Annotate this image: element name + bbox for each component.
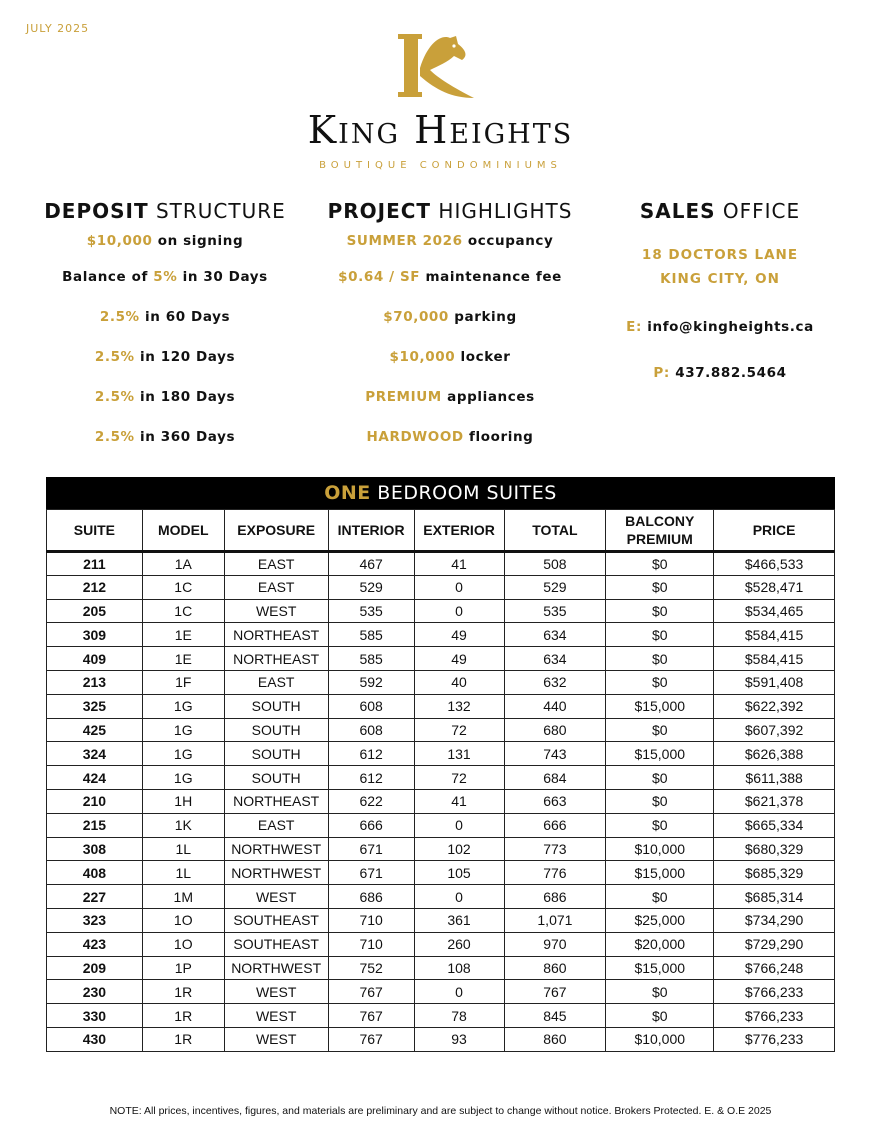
table-row xyxy=(47,766,835,790)
table-row xyxy=(47,623,835,647)
highlight-item: HARDWOOD flooring xyxy=(366,429,534,445)
table-cell: $0 xyxy=(606,813,714,837)
table-cell: 72 xyxy=(414,718,504,742)
table-cell: 40 xyxy=(414,670,504,694)
table-cell: 608 xyxy=(328,694,414,718)
table-row xyxy=(47,742,835,766)
table-cell: $0 xyxy=(606,718,714,742)
table-cell: 776 xyxy=(504,861,606,885)
table-cell: WEST xyxy=(224,885,328,909)
table-cell: 1A xyxy=(142,552,224,576)
table-cell: $734,290 xyxy=(714,908,835,932)
table-cell: 767 xyxy=(504,980,606,1004)
table-cell: NORTHWEST xyxy=(224,956,328,980)
table-cell: $729,290 xyxy=(714,932,835,956)
table-cell: SOUTH xyxy=(224,694,328,718)
table-row xyxy=(47,599,835,623)
deposit-item: Balance of 5% in 30 Days xyxy=(62,269,268,285)
table-cell: $0 xyxy=(606,623,714,647)
table-row xyxy=(47,670,835,694)
table-cell: 767 xyxy=(328,1004,414,1028)
table-cell: 1G xyxy=(142,694,224,718)
suites-table xyxy=(46,509,835,1052)
email-address[interactable]: info@kingheights.ca xyxy=(647,319,814,335)
table-cell: 1C xyxy=(142,575,224,599)
table-cell: 325 xyxy=(47,694,143,718)
table-cell: SOUTH xyxy=(224,766,328,790)
table-cell: $15,000 xyxy=(606,742,714,766)
table-cell: $766,248 xyxy=(714,956,835,980)
deposit-title: DEPOSIT STRUCTURE xyxy=(44,199,286,223)
table-header-row xyxy=(47,510,835,552)
table-row xyxy=(47,1027,835,1051)
table-cell: $685,314 xyxy=(714,885,835,909)
table-cell: 0 xyxy=(414,575,504,599)
table-cell: $607,392 xyxy=(714,718,835,742)
column-header: EXTERIOR xyxy=(414,510,504,552)
table-cell: 212 xyxy=(47,575,143,599)
table-cell: 680 xyxy=(504,718,606,742)
table-cell: $0 xyxy=(606,552,714,576)
table-cell: 752 xyxy=(328,956,414,980)
table-cell: 423 xyxy=(47,932,143,956)
table-cell: 230 xyxy=(47,980,143,1004)
table-cell: $665,334 xyxy=(714,813,835,837)
table-cell: 1G xyxy=(142,766,224,790)
table-cell: 0 xyxy=(414,813,504,837)
table-row xyxy=(47,956,835,980)
highlights-title: PROJECT HIGHLIGHTS xyxy=(327,199,573,223)
table-cell: $584,415 xyxy=(714,647,835,671)
column-header: EXPOSURE xyxy=(224,510,328,552)
table-cell: NORTHWEST xyxy=(224,861,328,885)
table-cell: WEST xyxy=(224,1004,328,1028)
table-cell: 634 xyxy=(504,623,606,647)
table-cell: $0 xyxy=(606,1004,714,1028)
table-cell: $0 xyxy=(606,599,714,623)
table-cell: 1K xyxy=(142,813,224,837)
table-cell: 1L xyxy=(142,837,224,861)
table-cell: 710 xyxy=(328,908,414,932)
table-cell: 508 xyxy=(504,552,606,576)
table-cell: $0 xyxy=(606,980,714,1004)
table-cell: 408 xyxy=(47,861,143,885)
table-cell: 260 xyxy=(414,932,504,956)
table-cell: $626,388 xyxy=(714,742,835,766)
table-row xyxy=(47,694,835,718)
table-cell: $25,000 xyxy=(606,908,714,932)
table-cell: EAST xyxy=(224,575,328,599)
table-cell: 1G xyxy=(142,742,224,766)
table-cell: 585 xyxy=(328,647,414,671)
table-cell: $15,000 xyxy=(606,861,714,885)
table-cell: 324 xyxy=(47,742,143,766)
table-cell: 1E xyxy=(142,647,224,671)
table-cell: 632 xyxy=(504,670,606,694)
table-cell: 1L xyxy=(142,861,224,885)
table-cell: 1R xyxy=(142,1004,224,1028)
table-cell: 970 xyxy=(504,932,606,956)
table-cell: 1O xyxy=(142,908,224,932)
table-cell: $685,329 xyxy=(714,861,835,885)
table-cell: WEST xyxy=(224,599,328,623)
table-cell: $591,408 xyxy=(714,670,835,694)
table-cell: 684 xyxy=(504,766,606,790)
table-cell: 1H xyxy=(142,789,224,813)
table-row xyxy=(47,885,835,909)
table-cell: 663 xyxy=(504,789,606,813)
table-cell: 860 xyxy=(504,956,606,980)
table-cell: 710 xyxy=(328,932,414,956)
table-cell: 211 xyxy=(47,552,143,576)
table-cell: $15,000 xyxy=(606,956,714,980)
table-cell: 529 xyxy=(328,575,414,599)
table-cell: 213 xyxy=(47,670,143,694)
table-cell: $20,000 xyxy=(606,932,714,956)
table-cell: NORTHWEST xyxy=(224,837,328,861)
table-cell: $0 xyxy=(606,575,714,599)
table-cell: 215 xyxy=(47,813,143,837)
highlight-item: $0.64 / SF maintenance fee xyxy=(338,269,562,285)
highlight-item: $70,000 parking xyxy=(383,309,517,325)
project-highlights-section xyxy=(322,199,578,469)
table-cell: 409 xyxy=(47,647,143,671)
table-cell: 205 xyxy=(47,599,143,623)
table-cell: $611,388 xyxy=(714,766,835,790)
disclaimer-note: NOTE: All prices, incentives, figures, and materials are preliminary and are subject to change without notice. Brokers Protected. E. & O.E 2025 xyxy=(109,1105,772,1117)
brand-name: King Heights xyxy=(307,108,574,152)
table-cell: $466,533 xyxy=(714,552,835,576)
table-cell: 1R xyxy=(142,1027,224,1051)
table-cell: 535 xyxy=(328,599,414,623)
table-cell: 1E xyxy=(142,623,224,647)
table-cell: $0 xyxy=(606,789,714,813)
table-cell: 132 xyxy=(414,694,504,718)
table-cell: $0 xyxy=(606,885,714,909)
table-cell: 105 xyxy=(414,861,504,885)
column-header: PRICE xyxy=(714,510,835,552)
table-cell: 535 xyxy=(504,599,606,623)
table-cell: 666 xyxy=(328,813,414,837)
table-cell: $766,233 xyxy=(714,980,835,1004)
highlight-item: $10,000 locker xyxy=(389,349,511,365)
deposit-item: 2.5% in 360 Days xyxy=(94,429,236,445)
table-row xyxy=(47,837,835,861)
table-cell: 1O xyxy=(142,932,224,956)
table-cell: 323 xyxy=(47,908,143,932)
table-cell: 209 xyxy=(47,956,143,980)
column-header: BALCONY PREMIUM xyxy=(606,510,714,552)
sales-office-section xyxy=(610,199,830,381)
table-row xyxy=(47,647,835,671)
table-cell: $766,233 xyxy=(714,1004,835,1028)
table-cell: 108 xyxy=(414,956,504,980)
table-cell: $10,000 xyxy=(606,1027,714,1051)
table-cell: 743 xyxy=(504,742,606,766)
table-cell: 608 xyxy=(328,718,414,742)
table-cell: 686 xyxy=(328,885,414,909)
table-cell: 1C xyxy=(142,599,224,623)
table-cell: 686 xyxy=(504,885,606,909)
table-cell: 860 xyxy=(504,1027,606,1051)
column-header: MODEL xyxy=(142,510,224,552)
table-cell: $0 xyxy=(606,670,714,694)
table-cell: 41 xyxy=(414,552,504,576)
table-cell: $10,000 xyxy=(606,837,714,861)
table-cell: 210 xyxy=(47,789,143,813)
table-cell: NORTHEAST xyxy=(224,647,328,671)
table-cell: NORTHEAST xyxy=(224,789,328,813)
table-cell: $0 xyxy=(606,647,714,671)
table-row xyxy=(47,861,835,885)
table-cell: 767 xyxy=(328,1027,414,1051)
table-cell: EAST xyxy=(224,670,328,694)
table-cell: SOUTH xyxy=(224,718,328,742)
table-cell: $528,471 xyxy=(714,575,835,599)
table-row xyxy=(47,718,835,742)
table-cell: $534,465 xyxy=(714,599,835,623)
table-cell: $680,329 xyxy=(714,837,835,861)
highlight-item: PREMIUM appliances xyxy=(365,389,535,405)
table-cell: $621,378 xyxy=(714,789,835,813)
table-cell: 612 xyxy=(328,742,414,766)
horse-k-logo-icon xyxy=(398,32,478,104)
sales-address xyxy=(610,243,830,291)
table-cell: NORTHEAST xyxy=(224,623,328,647)
table-cell: 671 xyxy=(328,861,414,885)
phone-number[interactable]: 437.882.5464 xyxy=(675,365,787,381)
table-cell: WEST xyxy=(224,1027,328,1051)
column-header: SUITE xyxy=(47,510,143,552)
table-cell: 671 xyxy=(328,837,414,861)
deposit-item: 2.5% in 60 Days xyxy=(99,309,231,325)
table-row xyxy=(47,932,835,956)
table-cell: 666 xyxy=(504,813,606,837)
table-cell: 592 xyxy=(328,670,414,694)
table-cell: 78 xyxy=(414,1004,504,1028)
deposit-item: 2.5% in 120 Days xyxy=(94,349,236,365)
table-cell: 430 xyxy=(47,1027,143,1051)
table-body xyxy=(47,552,835,1052)
address-line-2: KING CITY, ON xyxy=(660,271,780,287)
table-cell: 361 xyxy=(414,908,504,932)
table-cell: 440 xyxy=(504,694,606,718)
table-cell: 1P xyxy=(142,956,224,980)
table-row xyxy=(47,908,835,932)
table-row xyxy=(47,575,835,599)
table-cell: 529 xyxy=(504,575,606,599)
table-cell: 93 xyxy=(414,1027,504,1051)
table-cell: 1F xyxy=(142,670,224,694)
table-cell: 1,071 xyxy=(504,908,606,932)
column-header: INTERIOR xyxy=(328,510,414,552)
table-cell: 585 xyxy=(328,623,414,647)
table-cell: 49 xyxy=(414,623,504,647)
table-cell: 309 xyxy=(47,623,143,647)
table-cell: SOUTH xyxy=(224,742,328,766)
table-cell: 622 xyxy=(328,789,414,813)
table-title-bar: ONE BEDROOM SUITES xyxy=(46,477,835,509)
table-cell: 845 xyxy=(504,1004,606,1028)
table-cell: 767 xyxy=(328,980,414,1004)
address-line-1: 18 DOCTORS LANE xyxy=(641,247,799,263)
table-cell: 49 xyxy=(414,647,504,671)
table-row xyxy=(47,1004,835,1028)
deposit-item: $10,000 on signing xyxy=(86,233,244,249)
table-cell: 773 xyxy=(504,837,606,861)
table-cell: $776,233 xyxy=(714,1027,835,1051)
table-cell: 72 xyxy=(414,766,504,790)
table-cell: EAST xyxy=(224,552,328,576)
table-cell: 612 xyxy=(328,766,414,790)
table-cell: EAST xyxy=(224,813,328,837)
table-cell: $584,415 xyxy=(714,623,835,647)
table-row xyxy=(47,813,835,837)
brand-subtitle: BOUTIQUE CONDOMINIUMS xyxy=(319,160,562,171)
table-cell: 1R xyxy=(142,980,224,1004)
table-cell: 467 xyxy=(328,552,414,576)
table-cell: 227 xyxy=(47,885,143,909)
email-contact[interactable]: E: info@kingheights.ca xyxy=(626,319,814,335)
sales-title: SALES OFFICE xyxy=(639,199,801,223)
table-cell: 330 xyxy=(47,1004,143,1028)
table-cell: 1G xyxy=(142,718,224,742)
table-cell: WEST xyxy=(224,980,328,1004)
column-header: TOTAL xyxy=(504,510,606,552)
table-cell: $622,392 xyxy=(714,694,835,718)
deposit-item: 2.5% in 180 Days xyxy=(94,389,236,405)
document-date: JULY 2025 xyxy=(26,22,90,35)
deposit-structure-section xyxy=(42,199,288,469)
table-cell: 0 xyxy=(414,980,504,1004)
table-row xyxy=(47,789,835,813)
table-cell: 41 xyxy=(414,789,504,813)
table-cell: 0 xyxy=(414,599,504,623)
table-cell: 102 xyxy=(414,837,504,861)
table-cell: 634 xyxy=(504,647,606,671)
table-cell: 0 xyxy=(414,885,504,909)
phone-contact[interactable]: P: 437.882.5464 xyxy=(653,365,787,381)
table-row xyxy=(47,980,835,1004)
table-cell: SOUTHEAST xyxy=(224,932,328,956)
table-row xyxy=(47,552,835,576)
table-cell: 425 xyxy=(47,718,143,742)
highlight-item: SUMMER 2026 occupancy xyxy=(346,233,554,249)
table-cell: SOUTHEAST xyxy=(224,908,328,932)
table-cell: 308 xyxy=(47,837,143,861)
table-cell: 131 xyxy=(414,742,504,766)
table-cell: 1M xyxy=(142,885,224,909)
table-cell: 424 xyxy=(47,766,143,790)
table-cell: $15,000 xyxy=(606,694,714,718)
table-cell: $0 xyxy=(606,766,714,790)
